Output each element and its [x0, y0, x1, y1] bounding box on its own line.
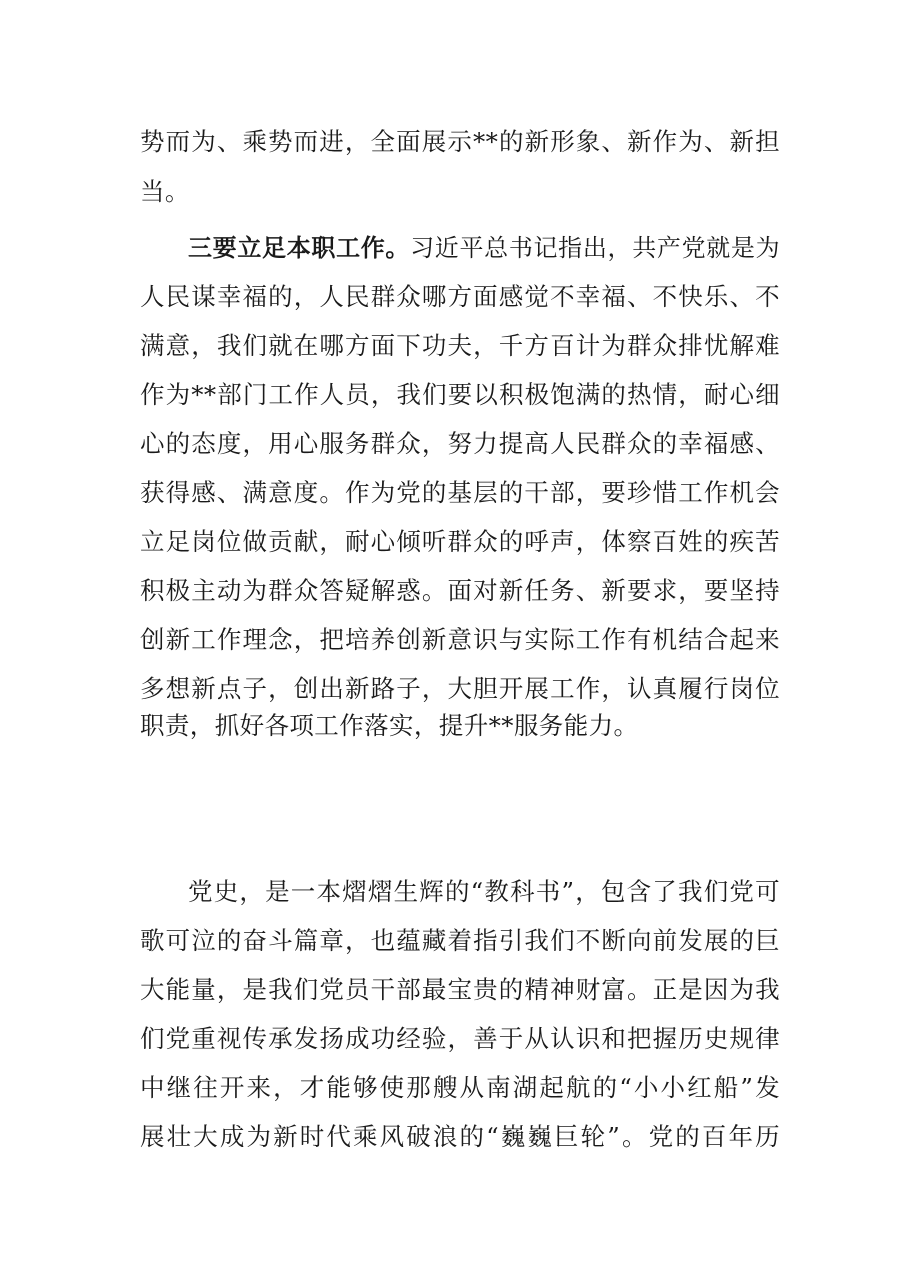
paragraph-line: 中继往开来，才能够使那艘从南湖起航的“小小红船”发	[140, 1073, 780, 1102]
paragraph-line: 势而为、乘势而进，全面展示**的新形象、新作为、新担	[140, 127, 780, 156]
paragraph-line: 心的态度，用心服务群众，努力提高人民群众的幸福感、	[140, 429, 780, 458]
paragraph-lead: 三要立足本职工作。	[188, 234, 411, 262]
paragraph-line: 多想新点子，创出新路子，大胆开展工作，认真履行岗位	[140, 674, 780, 703]
paragraph-line: 展壮大成为新时代乘风破浪的“巍巍巨轮”。党的百年历	[140, 1122, 780, 1151]
paragraph-line: 获得感、满意度。作为党的基层的干部，要珍惜工作机会	[140, 478, 780, 507]
paragraph-line: 职责，抓好各项工作落实，提升**服务能力。	[140, 711, 639, 740]
paragraph-line: 大能量，是我们党员干部最宝贵的精神财富。正是因为我	[140, 975, 780, 1004]
paragraph-line: 积极主动为群众答疑解惑。面对新任务、新要求，要坚持	[140, 576, 780, 605]
paragraph-first-line	[188, 228, 780, 268]
paragraph-line: 创新工作理念，把培养创新意识与实际工作有机结合起来	[140, 625, 780, 654]
paragraph-line: 人民谋幸福的，人民群众哪方面感觉不幸福、不快乐、不	[140, 282, 780, 311]
section-heading-line	[140, 816, 780, 856]
paragraph-line: 歌可泣的奋斗篇章，也蕴藏着指引我们不断向前发展的巨	[140, 926, 780, 955]
paragraph-line: 当。	[140, 177, 190, 206]
paragraph-line: 党史，是一本熠熠生辉的“教科书”，包含了我们党可	[188, 877, 780, 906]
paragraph-line-text: 习近平总书记指出，共产党就是为	[410, 234, 780, 262]
paragraph-line: 立足岗位做贡献，耐心倾听群众的呼声，体察百姓的疾苦	[140, 527, 780, 556]
paragraph-line: 作为**部门工作人员，我们要以积极饱满的热情，耐心细	[140, 380, 780, 409]
paragraph-line: 们党重视传承发扬成功经验，善于从认识和把握历史规律	[140, 1024, 780, 1053]
paragraph-line: 满意，我们就在哪方面下功夫，千方百计为群众排忧解难	[140, 331, 780, 360]
section-heading-line	[188, 766, 780, 806]
